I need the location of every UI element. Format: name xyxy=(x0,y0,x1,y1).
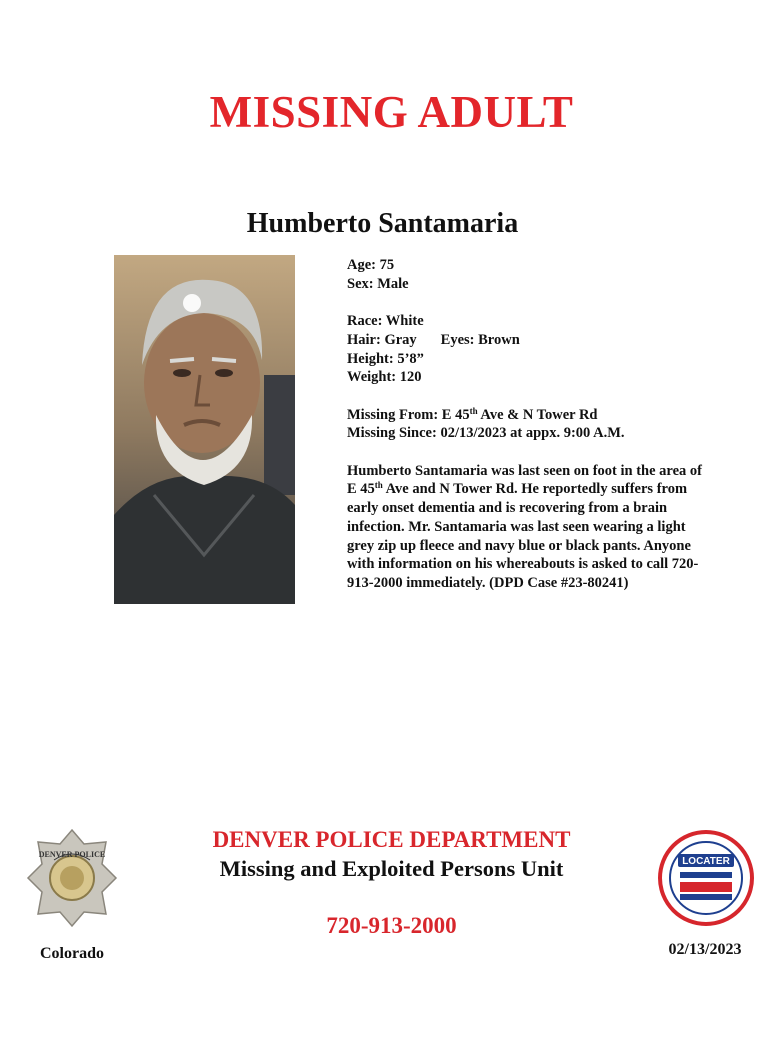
badge-text: DENVER POLICE xyxy=(38,850,106,859)
missing-from-suffix: Ave & N Tower Rd xyxy=(477,406,598,423)
superscript: th xyxy=(469,405,478,416)
spacer xyxy=(347,387,702,406)
department-name: DENVER POLICE DEPARTMENT xyxy=(212,827,571,852)
state-label: Colorado xyxy=(40,945,104,962)
person-details xyxy=(347,256,702,593)
superscript: th xyxy=(374,480,383,491)
description-text-cont: Ave and N Tower Rd. He reportedly suffers from early onset dementia and is recovering from a brain infection. Mr. Santamaria was last seen wearing a light grey zip up fleece and navy blue or black pants. Anyone with information on his whereabouts is asked to call 720-913-2000 immediately. (DPD Case #23-80241) xyxy=(347,481,699,591)
hair-eyes-row xyxy=(347,331,702,350)
weight: Weight: 120 xyxy=(347,369,422,386)
description-text: Humberto Santamaria was last seen on foot in the area of E 45 xyxy=(347,462,702,498)
ncmec-seal-icon xyxy=(658,830,754,926)
age: Age: 75 xyxy=(347,257,395,273)
poster-title: MISSING ADULT xyxy=(209,87,574,137)
person-photo xyxy=(114,255,295,604)
sex: Sex: Male xyxy=(347,275,409,292)
spacer xyxy=(347,443,702,462)
unit-name: Missing and Exploited Persons Unit xyxy=(219,856,564,881)
missing-since: Missing Since: 02/13/2023 at appx. 9:00 A.M. xyxy=(347,425,625,442)
contact-phone: 720-913-2000 xyxy=(326,913,457,938)
race: Race: White xyxy=(347,313,424,330)
spacer xyxy=(347,293,702,312)
poster-date: 02/13/2023 xyxy=(668,941,742,958)
height: Height: 5’8” xyxy=(347,350,424,367)
person-name: Humberto Santamaria xyxy=(246,208,519,239)
missing-from xyxy=(347,406,702,425)
hair: Hair: Gray xyxy=(347,331,417,348)
seal-text: LOCATER xyxy=(682,856,730,867)
eyes: Eyes: Brown xyxy=(440,331,520,348)
description xyxy=(347,462,702,593)
missing-from-text: Missing From: E 45 xyxy=(347,406,470,423)
